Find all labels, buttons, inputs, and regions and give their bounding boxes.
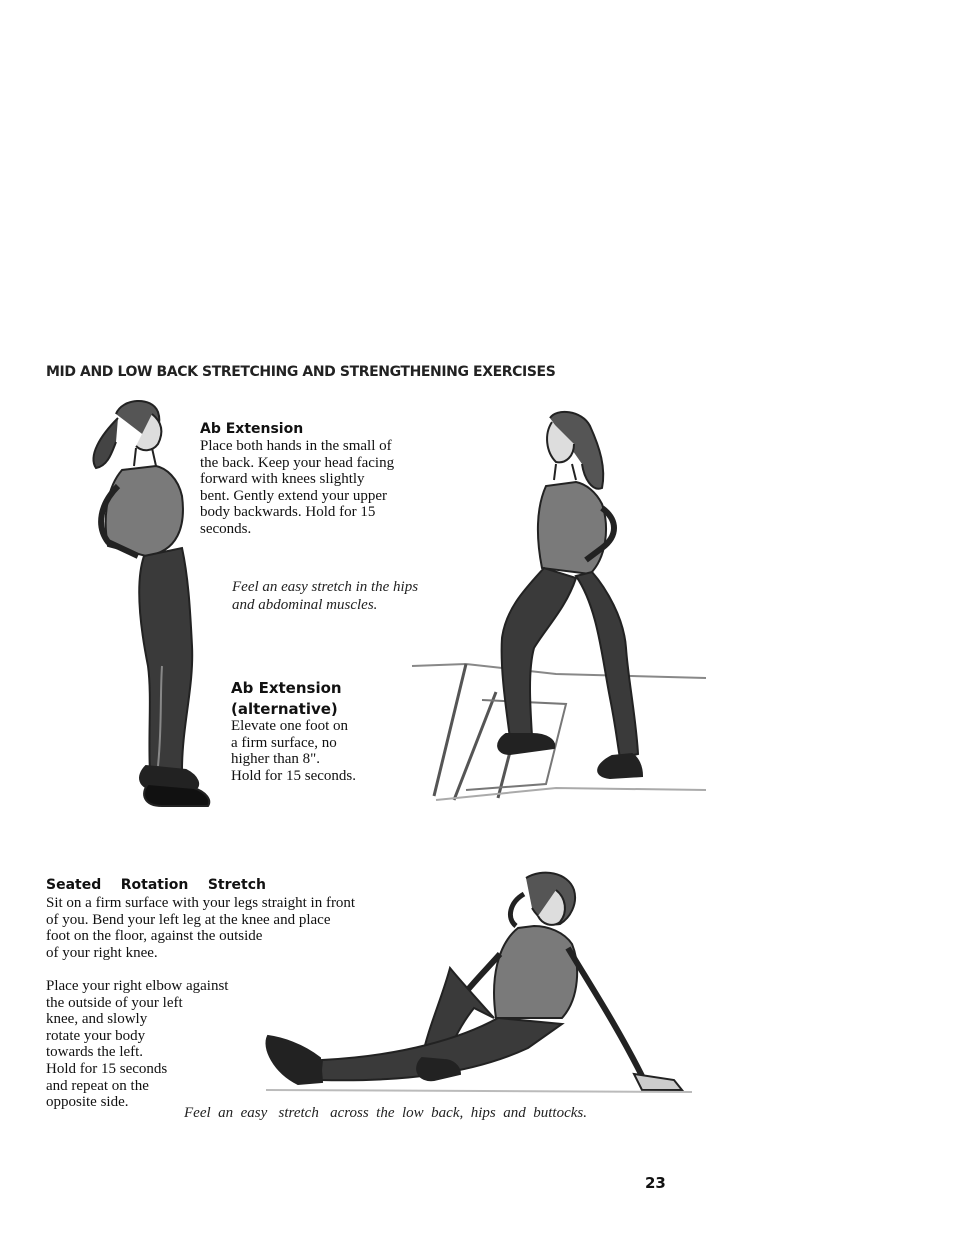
ab-extension-alt-body: Elevate one foot on a firm surface, no higher than 8". Hold for 15 seconds.	[231, 718, 356, 784]
seated-rotation-note: Feel an easy stretch across the low back, hips and buttocks.	[184, 1105, 587, 1121]
page-number: 23	[645, 1174, 666, 1192]
seated-rotation-body-1: Sit on a firm surface with your legs straight in front of you. Bend your left leg at the knee and place foot on the floor, against the outside of your right knee.	[46, 895, 356, 961]
section-title: MID AND LOW BACK STRETCHING AND STRENGTHENING EXERCISES	[46, 364, 556, 380]
ab-extension-note: Feel an easy stretch in the hips and abdominal muscles.	[232, 579, 419, 613]
ab-extension-heading: Ab Extension	[200, 421, 304, 437]
standing-back-extension-illustration	[78, 396, 218, 810]
elevated-foot-extension-illustration	[406, 408, 706, 810]
seated-rotation-heading: Seated Rotation Stretch	[46, 877, 266, 893]
seated-rotation-body-2: Place your right elbow against the outside of your left knee, and slowly rotate your body towards the left. Hold for 15 seconds and repeat on the opposite side.	[46, 978, 229, 1111]
ab-extension-alt-heading: Ab Extension (alternative)	[231, 679, 342, 718]
ab-extension-body: Place both hands in the small of the back. Keep your head facing forward with knees slightly bent. Gently extend your upper body backwards. Hold for 15 seconds.	[200, 438, 395, 537]
seated-rotation-illustration	[262, 868, 694, 1100]
